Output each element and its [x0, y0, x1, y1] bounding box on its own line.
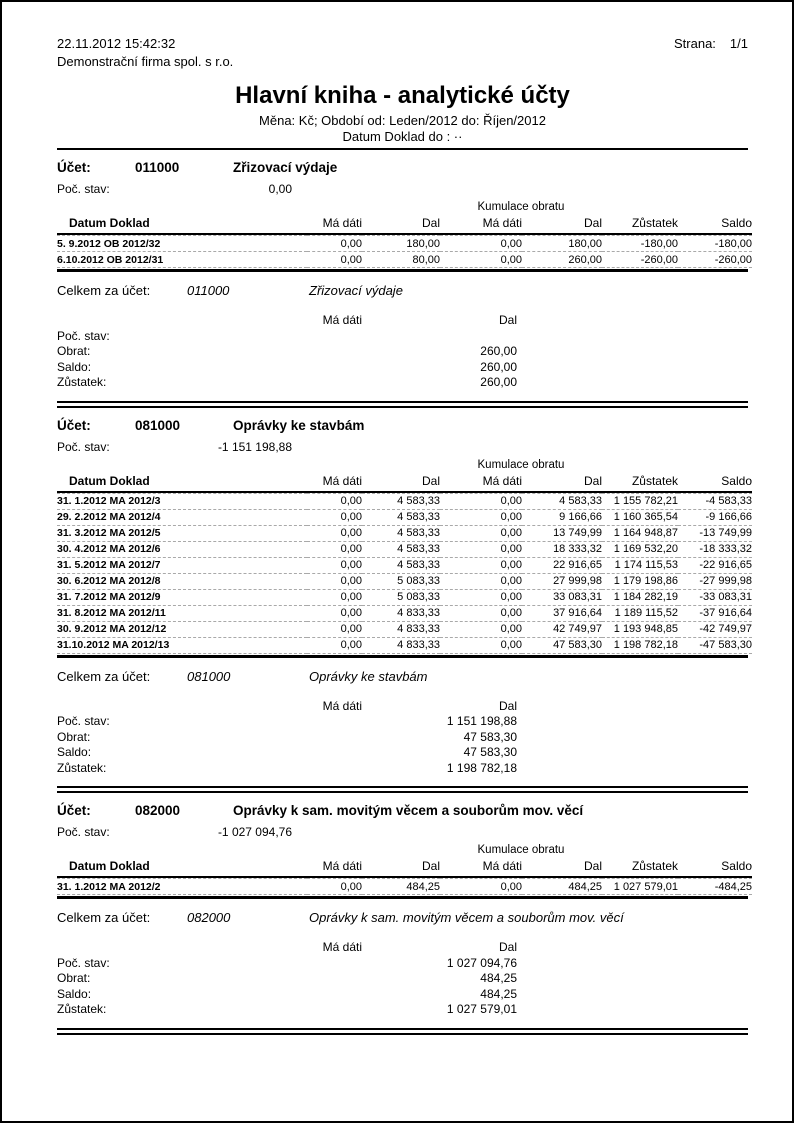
summary-initial-row — [57, 329, 748, 345]
summary-turnover-md — [257, 730, 362, 746]
row-kum-ma-dati: 0,00 — [440, 605, 522, 621]
row-kum-ma-dati: 0,00 — [440, 235, 522, 251]
row-date-doc: 6.10.2012 OB 2012/31 — [57, 251, 307, 268]
row-kum-dal: 180,00 — [522, 235, 602, 251]
summary-spacer — [57, 313, 257, 329]
summary-balance-dal: 260,00 — [480, 375, 517, 389]
row-zustatek: 1 169 532,20 — [602, 541, 678, 557]
row-ma-dati: 0,00 — [307, 605, 362, 621]
summary-saldo-row — [57, 745, 748, 761]
row-zustatek: 1 155 782,21 — [602, 493, 678, 509]
row-kum-ma-dati: 0,00 — [440, 589, 522, 605]
account-label: Účet: — [57, 160, 91, 175]
row-dal: 5 083,33 — [362, 573, 440, 589]
table-row — [57, 621, 752, 637]
total-account-number: 011000 — [187, 283, 230, 298]
total-label: Celkem za účet: — [57, 910, 151, 925]
table-bottom-rule — [57, 896, 748, 899]
row-saldo: -18 333,32 — [678, 541, 752, 557]
total-account-name: Oprávky k sam. movitým věcem a souborům mov. věcí — [309, 910, 624, 925]
initial-balance-value: 0,00 — [268, 182, 292, 196]
summary-col-dal: Dal — [498, 940, 517, 954]
table-row — [57, 878, 752, 895]
summary-turnover-label: Obrat: — [57, 971, 91, 985]
row-ma-dati: 0,00 — [307, 525, 362, 541]
summary-col-ma-dati: Má dáti — [322, 940, 362, 954]
row-date-doc: 30. 6.2012 MA 2012/8 — [57, 573, 307, 589]
summary-turnover-label: Obrat: — [57, 344, 91, 358]
row-saldo: -37 916,64 — [678, 605, 752, 621]
col-header-kum-ma-dati: Má dáti — [440, 858, 522, 878]
row-dal: 180,00 — [362, 235, 440, 251]
summary-header-row — [57, 313, 748, 329]
initial-balance-label: Poč. stav: — [57, 182, 110, 196]
summary-initial-dal — [362, 329, 517, 345]
col-header-saldo: Saldo — [678, 858, 752, 878]
col-header-zustatek: Zůstatek — [602, 858, 678, 878]
section-end-rule — [57, 786, 748, 793]
row-zustatek: 1 164 948,87 — [602, 525, 678, 541]
account-summary — [57, 699, 748, 777]
row-saldo: -22 916,65 — [678, 557, 752, 573]
account-section-011000 — [57, 152, 752, 408]
row-kum-ma-dati: 0,00 — [440, 637, 522, 654]
row-zustatek: 1 184 282,19 — [602, 589, 678, 605]
initial-balance-value: -1 151 198,88 — [217, 439, 292, 454]
col-header-saldo: Saldo — [678, 473, 752, 493]
row-kum-dal: 27 999,98 — [522, 573, 602, 589]
row-kum-ma-dati: 0,00 — [440, 557, 522, 573]
table-row — [57, 589, 752, 605]
cumulation-label: Kumulace obratu — [477, 844, 565, 856]
col-header-kum-ma-dati: Má dáti — [440, 215, 522, 235]
col-header-ma-dati: Má dáti — [307, 858, 362, 878]
col-header-dal: Dal — [362, 215, 440, 235]
row-ma-dati: 0,00 — [307, 573, 362, 589]
summary-col-ma-dati: Má dáti — [322, 698, 362, 713]
row-dal: 4 583,33 — [362, 557, 440, 573]
col-header-zustatek: Zůstatek — [602, 215, 678, 235]
summary-balance-row — [57, 375, 748, 391]
row-ma-dati: 0,00 — [307, 637, 362, 654]
account-heading — [57, 410, 748, 433]
row-kum-ma-dati: 0,00 — [440, 509, 522, 525]
account-name: Zřizovací výdaje — [233, 160, 338, 175]
row-kum-dal: 484,25 — [522, 878, 602, 895]
row-zustatek: 1 193 948,85 — [602, 621, 678, 637]
summary-balance-row — [57, 1002, 748, 1018]
total-account-number: 082000 — [187, 910, 231, 925]
table-row — [57, 251, 752, 268]
row-zustatek: -260,00 — [602, 251, 678, 268]
summary-col-dal: Dal — [498, 698, 517, 713]
col-header-dal: Dal — [362, 473, 440, 493]
row-dal: 484,25 — [362, 878, 440, 895]
row-ma-dati: 0,00 — [307, 557, 362, 573]
row-ma-dati: 0,00 — [307, 493, 362, 509]
row-ma-dati: 0,00 — [307, 235, 362, 251]
total-account-number: 081000 — [187, 668, 231, 684]
summary-balance-md — [257, 761, 362, 777]
row-saldo: -33 083,31 — [678, 589, 752, 605]
page-reference — [674, 36, 748, 51]
row-kum-dal: 4 583,33 — [522, 493, 602, 509]
page-number: 1/1 — [729, 36, 748, 51]
summary-initial-row — [57, 956, 748, 972]
movements-table — [57, 858, 752, 895]
row-zustatek: 1 160 365,54 — [602, 509, 678, 525]
row-dal: 4 583,33 — [362, 493, 440, 509]
summary-turnover-dal: 484,25 — [480, 971, 517, 985]
table-row — [57, 235, 752, 251]
summary-balance-dal: 1 027 579,01 — [446, 1002, 517, 1016]
summary-header-row — [57, 940, 748, 956]
row-date-doc: 30. 4.2012 MA 2012/6 — [57, 541, 307, 557]
col-header-date-doc: Datum Doklad — [57, 473, 307, 493]
summary-saldo-md — [257, 360, 362, 376]
row-kum-ma-dati: 0,00 — [440, 878, 522, 895]
summary-turnover-dal: 47 583,30 — [463, 729, 517, 744]
row-zustatek: -180,00 — [602, 235, 678, 251]
table-row — [57, 541, 752, 557]
table-header-row — [57, 215, 752, 235]
account-label: Účet: — [57, 803, 91, 818]
initial-balance-row — [57, 433, 748, 454]
row-dal: 4 583,33 — [362, 525, 440, 541]
row-ma-dati: 0,00 — [307, 541, 362, 557]
summary-balance-label: Zůstatek: — [57, 1002, 107, 1016]
row-kum-dal: 42 749,97 — [522, 621, 602, 637]
cumulation-label: Kumulace obratu — [477, 201, 565, 213]
account-total-heading — [57, 283, 748, 298]
initial-balance-row — [57, 175, 748, 196]
summary-saldo-md — [257, 987, 362, 1003]
row-dal: 4 833,33 — [362, 605, 440, 621]
summary-saldo-row — [57, 360, 748, 376]
summary-balance-label: Zůstatek: — [57, 375, 107, 389]
account-total-heading — [57, 669, 748, 684]
print-timestamp: 22.11.2012 15:42:32 — [57, 36, 176, 51]
account-section-081000 — [57, 410, 752, 794]
row-ma-dati: 0,00 — [307, 251, 362, 268]
report-subtitle: Měna: Kč; Období od: Leden/2012 do: Říjen/2012 — [259, 113, 546, 128]
summary-initial-md — [257, 956, 362, 972]
header-rule — [57, 148, 748, 150]
account-number: 011000 — [135, 160, 180, 175]
summary-turnover-md — [257, 344, 362, 360]
initial-balance-row — [57, 818, 748, 839]
row-date-doc: 31. 7.2012 MA 2012/9 — [57, 589, 307, 605]
row-kum-dal: 18 333,32 — [522, 541, 602, 557]
summary-saldo-row — [57, 987, 748, 1003]
summary-initial-dal: 1 027 094,76 — [446, 955, 517, 970]
summary-saldo-label: Saldo: — [57, 359, 92, 374]
summary-initial-md — [257, 329, 362, 345]
row-kum-ma-dati: 0,00 — [440, 621, 522, 637]
row-saldo: -484,25 — [678, 878, 752, 895]
summary-saldo-dal: 484,25 — [480, 986, 517, 1001]
summary-turnover-row — [57, 971, 748, 987]
total-account-name: Oprávky ke stavbám — [309, 668, 428, 684]
row-date-doc: 5. 9.2012 OB 2012/32 — [57, 235, 307, 251]
summary-saldo-label: Saldo: — [57, 986, 92, 1001]
row-kum-dal: 260,00 — [522, 251, 602, 268]
table-row — [57, 573, 752, 589]
row-kum-ma-dati: 0,00 — [440, 525, 522, 541]
total-label: Celkem za účet: — [57, 668, 151, 684]
row-date-doc: 31. 5.2012 MA 2012/7 — [57, 557, 307, 573]
col-header-kum-ma-dati: Má dáti — [440, 473, 522, 493]
row-kum-dal: 9 166,66 — [522, 509, 602, 525]
row-kum-dal: 22 916,65 — [522, 557, 602, 573]
summary-balance-dal: 1 198 782,18 — [446, 760, 517, 775]
summary-saldo-label: Saldo: — [57, 745, 92, 759]
row-saldo: -9 166,66 — [678, 509, 752, 525]
row-kum-dal: 47 583,30 — [522, 637, 602, 654]
report-title: Hlavní kniha - analytické účty — [235, 82, 570, 109]
row-saldo: -47 583,30 — [678, 637, 752, 654]
table-row — [57, 509, 752, 525]
section-end-rule — [57, 401, 748, 408]
row-kum-ma-dati: 0,00 — [440, 493, 522, 509]
table-header-row — [57, 858, 752, 878]
account-summary — [57, 940, 748, 1018]
summary-spacer — [57, 940, 257, 956]
summary-initial-row — [57, 714, 748, 730]
col-header-date-doc: Datum Doklad — [57, 858, 307, 878]
doc-date-filter: Datum Doklad do : ·· — [342, 129, 463, 144]
row-dal: 4 833,33 — [362, 637, 440, 654]
row-ma-dati: 0,00 — [307, 878, 362, 895]
row-kum-dal: 13 749,99 — [522, 525, 602, 541]
initial-balance-label: Poč. stav: — [57, 825, 110, 839]
section-end-rule — [57, 1028, 748, 1035]
col-header-zustatek: Zůstatek — [602, 473, 678, 493]
col-header-ma-dati: Má dáti — [307, 215, 362, 235]
row-dal: 4 583,33 — [362, 541, 440, 557]
row-dal: 5 083,33 — [362, 589, 440, 605]
summary-turnover-label: Obrat: — [57, 729, 91, 744]
row-kum-dal: 37 916,64 — [522, 605, 602, 621]
col-header-date-doc: Datum Doklad — [57, 215, 307, 235]
summary-initial-label: Poč. stav: — [57, 714, 110, 728]
row-dal: 4 833,33 — [362, 621, 440, 637]
row-dal: 4 583,33 — [362, 509, 440, 525]
account-section-082000 — [57, 795, 752, 1035]
row-zustatek: 1 174 115,53 — [602, 557, 678, 573]
col-header-ma-dati: Má dáti — [307, 473, 362, 493]
initial-balance-label: Poč. stav: — [57, 439, 110, 454]
table-row — [57, 637, 752, 654]
summary-initial-dal: 1 151 198,88 — [446, 714, 517, 728]
table-row — [57, 525, 752, 541]
page-label: Strana: — [674, 36, 716, 51]
table-row — [57, 605, 752, 621]
row-kum-ma-dati: 0,00 — [440, 251, 522, 268]
row-date-doc: 31. 3.2012 MA 2012/5 — [57, 525, 307, 541]
account-heading — [57, 152, 748, 175]
row-zustatek: 1 027 579,01 — [602, 878, 678, 895]
account-name: Oprávky ke stavbám — [233, 417, 365, 433]
summary-balance-label: Zůstatek: — [57, 760, 107, 775]
summary-col-dal: Dal — [498, 313, 517, 327]
account-name: Oprávky k sam. movitým věcem a souborům mov. věcí — [233, 803, 584, 818]
cumulation-label: Kumulace obratu — [477, 458, 565, 471]
summary-turnover-md — [257, 971, 362, 987]
summary-saldo-md — [257, 745, 362, 761]
summary-initial-label: Poč. stav: — [57, 328, 110, 343]
summary-spacer — [57, 699, 257, 715]
account-heading — [57, 795, 748, 818]
company-name: Demonstrační firma spol. s r.o. — [57, 54, 234, 69]
total-account-name: Zřizovací výdaje — [309, 283, 403, 298]
table-header-row — [57, 473, 752, 493]
account-total-heading — [57, 910, 748, 925]
row-saldo: -27 999,98 — [678, 573, 752, 589]
account-number: 081000 — [135, 417, 181, 433]
row-zustatek: 1 179 198,86 — [602, 573, 678, 589]
summary-initial-md — [257, 714, 362, 730]
row-saldo: -13 749,99 — [678, 525, 752, 541]
row-ma-dati: 0,00 — [307, 621, 362, 637]
page-header — [57, 2, 748, 51]
initial-balance-value: -1 027 094,76 — [217, 825, 292, 839]
summary-balance-row — [57, 761, 748, 777]
summary-balance-md — [257, 1002, 362, 1018]
col-header-kum-dal: Dal — [522, 473, 602, 493]
total-label: Celkem za účet: — [57, 283, 151, 298]
row-saldo: -180,00 — [678, 235, 752, 251]
row-date-doc: 30. 9.2012 MA 2012/12 — [57, 621, 307, 637]
movements-table — [57, 215, 752, 268]
table-bottom-rule — [57, 269, 748, 272]
row-kum-dal: 33 083,31 — [522, 589, 602, 605]
table-row — [57, 557, 752, 573]
row-date-doc: 31. 1.2012 MA 2012/3 — [57, 493, 307, 509]
summary-turnover-dal: 260,00 — [480, 344, 517, 358]
summary-saldo-dal: 47 583,30 — [463, 745, 517, 759]
row-saldo: -42 749,97 — [678, 621, 752, 637]
col-header-kum-dal: Dal — [522, 858, 602, 878]
table-bottom-rule — [57, 655, 748, 658]
summary-balance-md — [257, 375, 362, 391]
col-header-dal: Dal — [362, 858, 440, 878]
row-dal: 80,00 — [362, 251, 440, 268]
table-row — [57, 493, 752, 509]
row-ma-dati: 0,00 — [307, 509, 362, 525]
row-date-doc: 29. 2.2012 MA 2012/4 — [57, 509, 307, 525]
row-date-doc: 31. 1.2012 MA 2012/2 — [57, 878, 307, 895]
account-label: Účet: — [57, 417, 91, 433]
row-kum-ma-dati: 0,00 — [440, 541, 522, 557]
row-saldo: -260,00 — [678, 251, 752, 268]
summary-saldo-dal: 260,00 — [480, 359, 517, 374]
row-date-doc: 31. 8.2012 MA 2012/11 — [57, 605, 307, 621]
row-zustatek: 1 198 782,18 — [602, 637, 678, 654]
summary-initial-label: Poč. stav: — [57, 955, 110, 970]
row-ma-dati: 0,00 — [307, 589, 362, 605]
col-header-saldo: Saldo — [678, 215, 752, 235]
summary-turnover-row — [57, 344, 748, 360]
movements-table — [57, 473, 752, 654]
summary-header-row — [57, 699, 748, 715]
row-zustatek: 1 189 115,52 — [602, 605, 678, 621]
row-saldo: -4 583,33 — [678, 493, 752, 509]
col-header-kum-dal: Dal — [522, 215, 602, 235]
summary-turnover-row — [57, 730, 748, 746]
account-number: 082000 — [135, 803, 181, 818]
report-page — [57, 2, 752, 1035]
account-summary — [57, 313, 748, 391]
row-kum-ma-dati: 0,00 — [440, 573, 522, 589]
summary-col-ma-dati: Má dáti — [322, 313, 362, 327]
row-date-doc: 31.10.2012 MA 2012/13 — [57, 637, 307, 654]
